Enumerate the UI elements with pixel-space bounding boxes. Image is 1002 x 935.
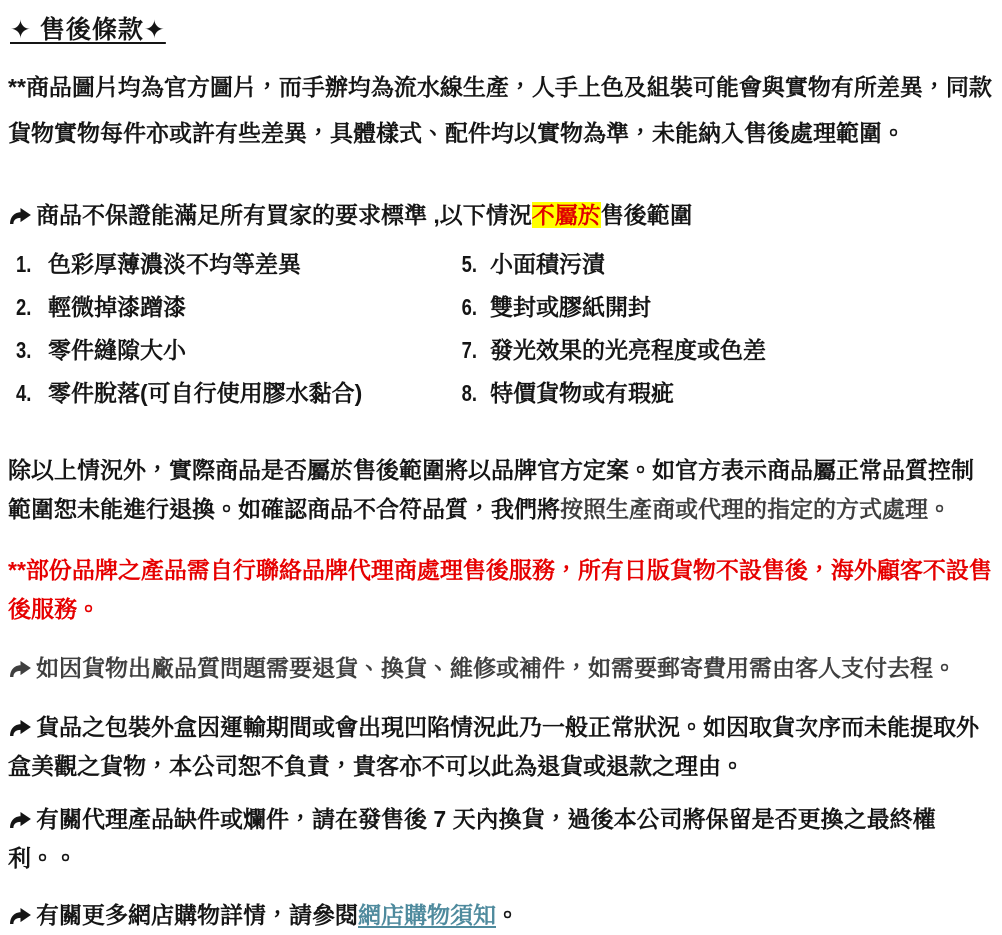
shipping-note — [8, 649, 992, 688]
not-covered-before: 商品不保證能滿足所有買家的要求標準 ,以下情況 — [36, 202, 532, 228]
curved-arrow-icon — [8, 811, 33, 829]
curved-arrow-icon — [8, 719, 33, 737]
not-covered-line — [8, 200, 992, 230]
exclusion-number: 6. — [461, 294, 477, 320]
defect-note — [8, 800, 992, 878]
exclusion-number: 5. — [461, 251, 477, 277]
defect-note-text: 有關代理產品缺件或爛件，請在發售後 7 天內換貨，過後本公司將保留是否更換之最終權利。。 — [8, 806, 936, 871]
decision-main: 除以上情況外，實際商品是否屬於售後範圍將以品牌官方定案。如官方表示商品屬正常品質控制範圍恕未能進行退換。如確認商品不合符品質，我們將 — [8, 457, 974, 522]
curved-arrow-icon — [8, 660, 33, 678]
not-covered-highlight: 不屬於 — [531, 202, 601, 228]
more-info-after: 。 — [496, 902, 519, 928]
not-covered-after: 售後範圍 — [600, 202, 693, 228]
exclusion-text: 雙封或膠紙開封 — [490, 294, 651, 320]
exclusion-item — [460, 293, 992, 321]
red-notice: **部份品牌之產品需自行聯絡品牌代理商處理售後服務，所有日版貨物不設售後，海外顧客不設售後服務。 — [8, 557, 992, 622]
curved-arrow-icon — [8, 907, 33, 925]
box-note-text: 貨品之包裝外盒因運輸期間或會出現凹陷情況此乃一般正常狀況。如因取貨次序而未能提取外盒美觀之貨物，本公司恕不負責，貴客亦不可以此為退貨或退款之理由。 — [8, 714, 979, 779]
exclusion-text: 零件脫落(可自行使用膠水黏合) — [48, 380, 363, 406]
exclusion-item — [460, 379, 992, 407]
intro-paragraph: **商品圖片均為官方圖片，而手辦均為流水線生產，人手上色及組裝可能會與實物有所差異，同款貨物實物每件亦或許有些差異，具體樣式、配件均以實物為準，未能納入售後處理範圍。 — [8, 74, 992, 146]
curved-arrow-icon — [8, 207, 33, 225]
decision-paragraph — [8, 451, 992, 529]
exclusion-number: 7. — [461, 337, 477, 363]
exclusion-list — [8, 250, 992, 407]
exclusion-text: 發光效果的光亮程度或色差 — [490, 337, 766, 363]
exclusion-number: 3. — [16, 337, 32, 363]
exclusion-item — [8, 336, 460, 364]
exclusion-text: 色彩厚薄濃淡不均等差異 — [48, 251, 301, 277]
page-title: ✦ 售後條款✦ — [10, 16, 166, 44]
exclusion-number: 2. — [16, 294, 32, 320]
exclusion-item — [460, 250, 992, 278]
exclusion-text: 零件縫隙大小 — [48, 337, 186, 363]
exclusion-number: 1. — [16, 251, 32, 277]
decision-method: 按照生產商或代理的指定的方式處理。 — [560, 496, 951, 522]
exclusion-text: 小面積污漬 — [490, 251, 605, 277]
more-info-before: 有關更多網店購物詳情，請參閱 — [36, 902, 358, 928]
exclusion-item — [460, 336, 992, 364]
exclusion-item — [8, 379, 460, 407]
shipping-note-text: 如因貨物出廠品質問題需要退貨、換貨、維修或補件，如需要郵寄費用需由客人支付去程。 — [36, 655, 956, 681]
shop-guide-link[interactable]: 網店購物須知 — [358, 902, 496, 928]
exclusion-number: 8. — [461, 380, 477, 406]
exclusion-text: 特價貨物或有瑕疵 — [490, 380, 674, 406]
box-note — [8, 708, 992, 786]
more-info-line — [8, 896, 992, 935]
exclusion-text: 輕微掉漆蹭漆 — [48, 294, 186, 320]
exclusion-item — [8, 293, 460, 321]
exclusion-item — [8, 250, 460, 278]
exclusion-number: 4. — [16, 380, 32, 406]
